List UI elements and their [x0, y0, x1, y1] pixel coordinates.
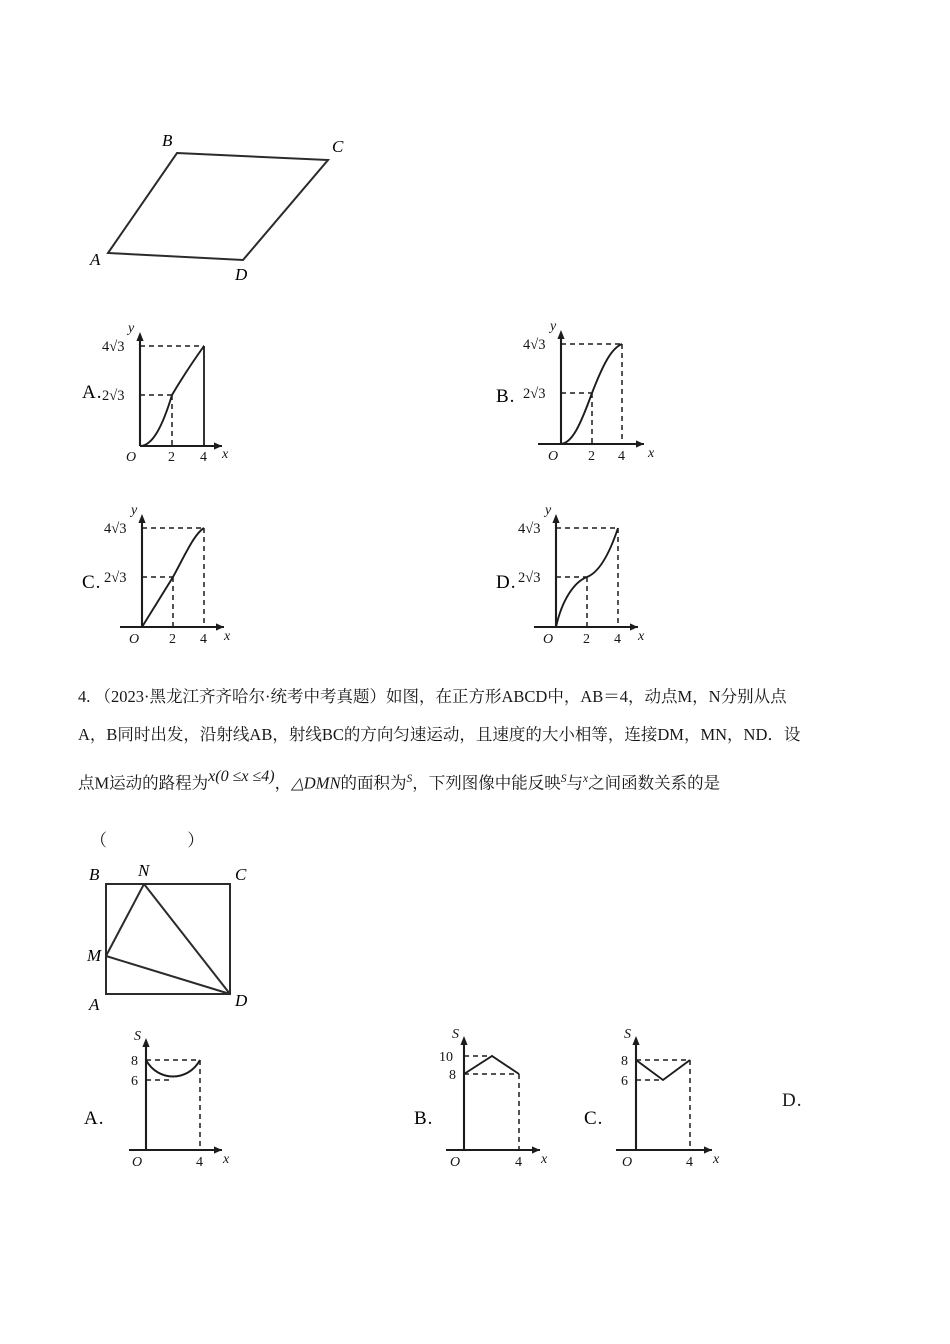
origin-label: O — [548, 449, 559, 464]
q4-option-a-letter: A. — [84, 1108, 105, 1129]
origin-label: O — [126, 450, 137, 465]
y-axis-label: S — [134, 1029, 141, 1044]
curve-option-b — [464, 1056, 519, 1074]
segment-MD — [106, 956, 230, 994]
ytick-high-label: 8 — [131, 1054, 138, 1069]
q4-option-d-letter: D. — [782, 1090, 803, 1111]
point-label-N: N — [138, 861, 150, 880]
vertex-label-A: A — [90, 250, 101, 269]
question4-line3 — [78, 760, 878, 804]
square-outline — [106, 884, 230, 994]
ytick-low-label: 6 — [131, 1074, 138, 1089]
x-axis-arrow — [214, 442, 222, 449]
y-axis-label: y — [550, 319, 557, 334]
ytick-low-label: 2√3 — [104, 570, 127, 586]
vertex-label-B: B — [89, 865, 100, 884]
question4-line3-b: ， — [274, 773, 292, 793]
q3-option-a[interactable] — [82, 316, 242, 464]
y-axis-arrow — [552, 514, 559, 523]
ytick-high-label: 4√3 — [104, 521, 127, 537]
vertex-label-B: B — [162, 131, 173, 150]
vertex-label-C: C — [332, 137, 344, 156]
q4-option-c-letter: C. — [584, 1108, 604, 1129]
y-axis-arrow — [632, 1036, 639, 1045]
question4-variable-x: x — [582, 773, 589, 785]
question4-line3-a: 点M运动的路程为 — [78, 773, 209, 793]
xtick-end-label: 4 — [614, 632, 621, 647]
xtick-end-label: 4 — [515, 1155, 522, 1170]
origin-label: O — [129, 632, 140, 647]
ytick-high-label: 4√3 — [523, 337, 546, 353]
ytick-low-label: 8 — [449, 1068, 456, 1083]
question4-answer-parens[interactable]: （ ） — [90, 831, 243, 850]
ytick-low-label: 6 — [621, 1074, 628, 1089]
x-axis-arrow — [214, 1146, 222, 1153]
question4-line1-text: （2023·黑龙江齐齐哈尔·统考中考真题）如图，在正方形ABCD中，AB＝4，动点M，N分别从点 — [94, 687, 787, 706]
q4-option-c[interactable] — [584, 1028, 749, 1173]
q4-option-a[interactable] — [84, 1028, 264, 1173]
question4-area-symbol: S — [406, 773, 413, 785]
question4-line2-text: A，B同时出发，沿射线AB，射线BC的方向匀速运动，且速度的大小相等，连接DM，MN，ND．设 — [78, 725, 801, 744]
curve-option-a — [146, 1060, 200, 1077]
xtick-mid-label: 2 — [169, 632, 176, 647]
question4-line3-c: 的面积为 — [340, 773, 407, 793]
xtick-end-label: 4 — [200, 632, 207, 647]
ytick-low-label: 2√3 — [518, 570, 541, 586]
question4-number: 4. — [78, 687, 91, 706]
y-axis-label: y — [545, 503, 552, 518]
origin-label: O — [450, 1155, 461, 1170]
q3-option-d[interactable] — [496, 496, 666, 648]
question4-domain-expr: x(0 ≤x ≤4) — [208, 767, 275, 785]
xtick-end-label: 4 — [686, 1155, 693, 1170]
x-axis-arrow — [630, 623, 638, 630]
y-axis-arrow — [136, 332, 143, 341]
x-axis-arrow — [704, 1146, 712, 1153]
y-axis-label: y — [131, 503, 138, 518]
ytick-low-label: 2√3 — [523, 386, 546, 402]
x-axis-label: x — [541, 1152, 548, 1167]
q3-option-a-letter: A. — [82, 382, 103, 403]
q4-option-b[interactable] — [414, 1028, 574, 1173]
ytick-high-label: 8 — [621, 1054, 628, 1069]
vertex-label-D: D — [235, 991, 248, 1010]
q3-option-d-letter: D. — [496, 572, 517, 593]
q4-option-d[interactable] — [782, 1090, 802, 1112]
question4-area-symbol-2: S — [560, 773, 567, 785]
vertex-label-D: D — [235, 265, 248, 284]
figure-parallelogram — [80, 120, 370, 285]
ytick-high-label: 10 — [439, 1050, 453, 1065]
x-axis-arrow — [636, 440, 644, 447]
origin-label: O — [132, 1155, 143, 1170]
x-axis-arrow — [216, 623, 224, 630]
y-axis-arrow — [138, 514, 145, 523]
question4-line3-f: 之间函数关系的是 — [588, 773, 721, 793]
origin-label: O — [622, 1155, 633, 1170]
y-axis-arrow — [460, 1036, 467, 1045]
origin-label: O — [543, 632, 554, 647]
y-axis-label: y — [128, 321, 135, 336]
ytick-high-label: 4√3 — [102, 339, 125, 355]
q3-option-b[interactable] — [496, 310, 666, 465]
question4-line2 — [78, 716, 878, 754]
x-axis-label: x — [223, 1152, 230, 1167]
q3-option-c-letter: C. — [82, 572, 102, 593]
xtick-mid-label: 2 — [588, 449, 595, 464]
xtick-end-label: 4 — [196, 1155, 203, 1170]
x-axis-label: x — [224, 629, 231, 644]
curve-option-c — [636, 1060, 690, 1080]
y-axis-label: S — [624, 1027, 631, 1042]
x-axis-label: x — [638, 629, 645, 644]
y-axis-arrow — [142, 1038, 149, 1047]
x-axis-label: x — [222, 447, 229, 462]
xtick-mid-label: 2 — [168, 450, 175, 465]
question4-line1 — [78, 678, 878, 716]
question4-line3-d: ，下列图像中能反映 — [412, 773, 561, 793]
vertex-label-A: A — [89, 995, 100, 1014]
xtick-mid-label: 2 — [583, 632, 590, 647]
x-axis-label: x — [713, 1152, 720, 1167]
segment-MN — [106, 884, 144, 956]
segment-ND — [144, 884, 230, 994]
y-axis-label: S — [452, 1027, 459, 1042]
question4-triangle-dmn: △DMN — [291, 773, 341, 793]
vertex-label-C: C — [235, 865, 247, 884]
point-label-M: M — [87, 946, 102, 965]
q4-option-b-letter: B. — [414, 1108, 434, 1129]
xtick-end-label: 4 — [618, 449, 625, 464]
parallelogram-outline — [108, 153, 328, 260]
question4-line3-e: 与 — [566, 773, 583, 793]
y-axis-arrow — [557, 330, 564, 339]
q3-option-c[interactable] — [82, 496, 252, 648]
ytick-high-label: 4√3 — [518, 521, 541, 537]
q3-option-b-letter: B. — [496, 386, 516, 407]
x-axis-label: x — [648, 446, 655, 461]
xtick-end-label: 4 — [200, 450, 207, 465]
x-axis-arrow — [532, 1146, 540, 1153]
ytick-low-label: 2√3 — [102, 388, 125, 404]
figure-square-abcd — [80, 858, 290, 1018]
